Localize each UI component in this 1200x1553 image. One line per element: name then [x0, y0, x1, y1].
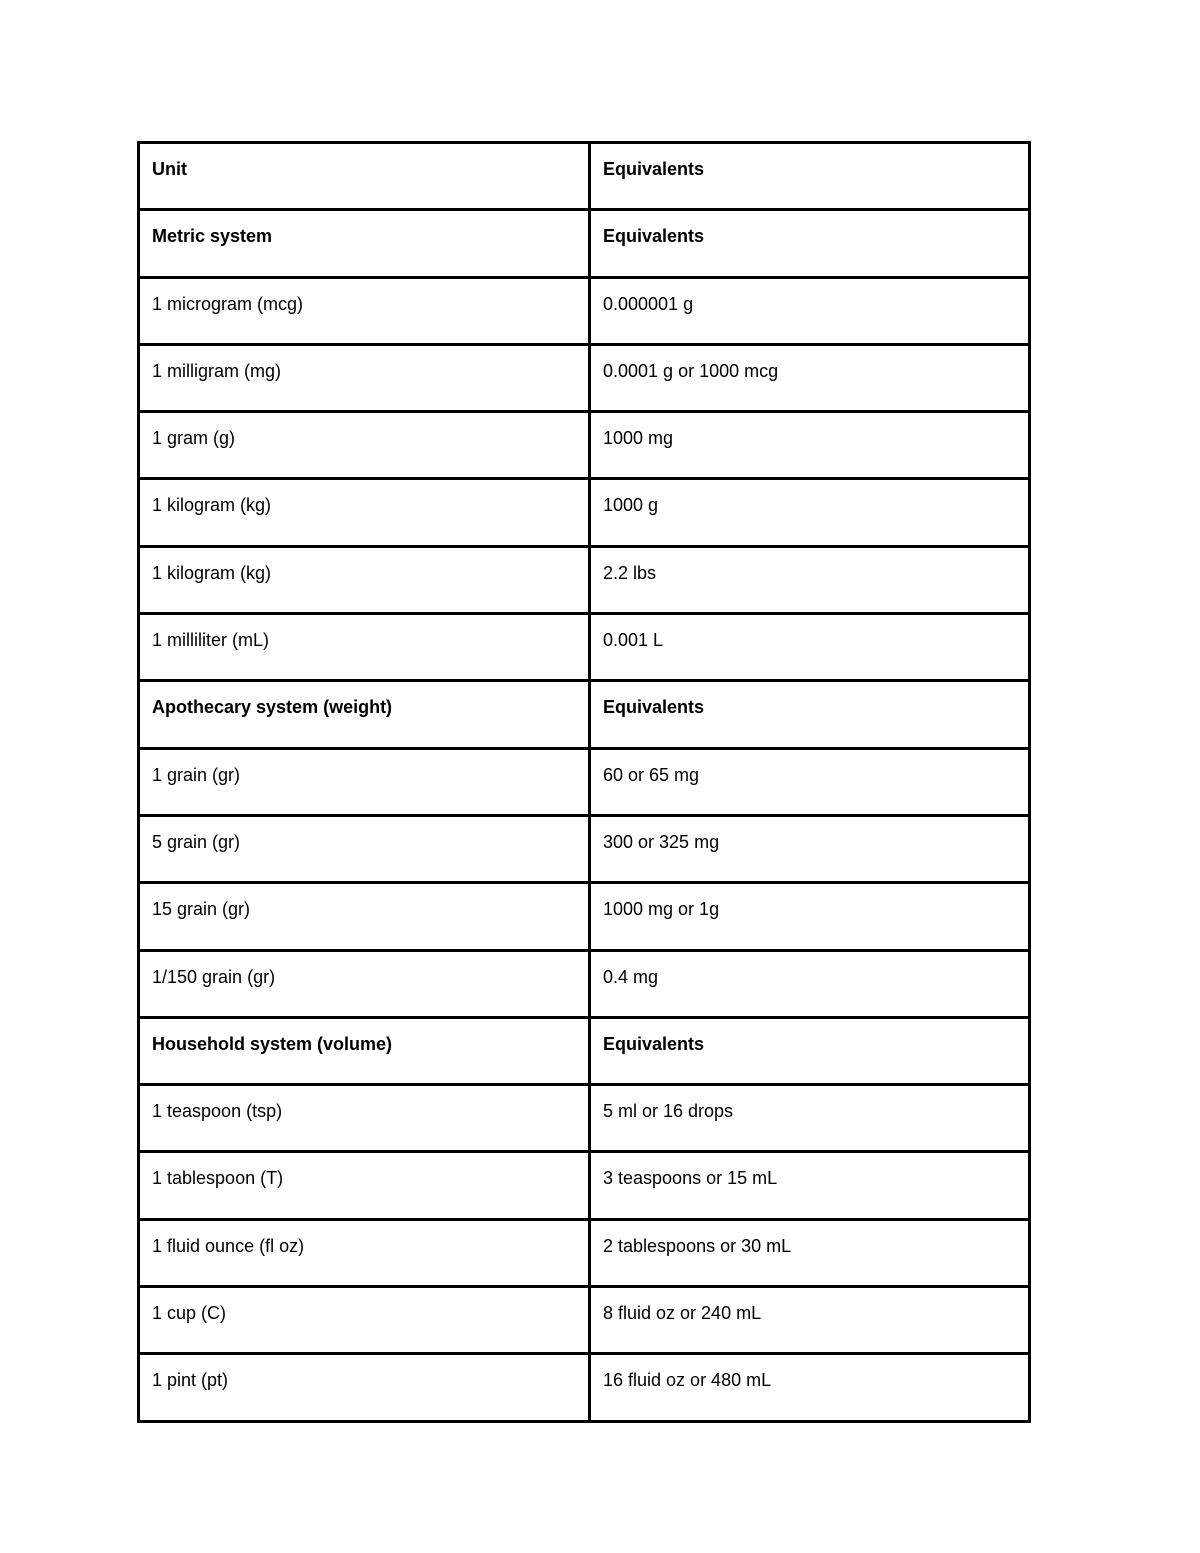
- table-row: [139, 1219, 1030, 1286]
- table-row: [139, 815, 1030, 882]
- unit-conversion-table: [137, 141, 1031, 1423]
- unit-cell: 1 gram (g): [139, 412, 590, 479]
- equivalent-cell: Equivalents: [590, 210, 1030, 277]
- unit-cell: 1 pint (pt): [139, 1354, 590, 1421]
- unit-cell: Unit: [139, 143, 590, 210]
- equivalent-cell: 300 or 325 mg: [590, 815, 1030, 882]
- equivalent-cell: 0.000001 g: [590, 277, 1030, 344]
- table-row: [139, 479, 1030, 546]
- equivalent-cell: 16 fluid oz or 480 mL: [590, 1354, 1030, 1421]
- table-section-header-row: [139, 210, 1030, 277]
- unit-cell: 1/150 grain (gr): [139, 950, 590, 1017]
- table-row: [139, 546, 1030, 613]
- unit-cell: 15 grain (gr): [139, 883, 590, 950]
- unit-cell: 1 milligram (mg): [139, 344, 590, 411]
- table-section-header-row: [139, 143, 1030, 210]
- equivalent-cell: 8 fluid oz or 240 mL: [590, 1287, 1030, 1354]
- table-section-header-row: [139, 681, 1030, 748]
- equivalent-cell: Equivalents: [590, 681, 1030, 748]
- unit-cell: 1 teaspoon (tsp): [139, 1085, 590, 1152]
- equivalent-cell: 5 ml or 16 drops: [590, 1085, 1030, 1152]
- table-row: [139, 748, 1030, 815]
- table-row: [139, 1152, 1030, 1219]
- equivalent-cell: 1000 mg or 1g: [590, 883, 1030, 950]
- table-section-header-row: [139, 1017, 1030, 1084]
- equivalent-cell: Equivalents: [590, 143, 1030, 210]
- table-row: [139, 277, 1030, 344]
- equivalent-cell: 60 or 65 mg: [590, 748, 1030, 815]
- table-body: [139, 143, 1030, 1422]
- unit-cell: 1 milliliter (mL): [139, 614, 590, 681]
- table-row: [139, 1085, 1030, 1152]
- unit-cell: 1 kilogram (kg): [139, 546, 590, 613]
- table-row: [139, 883, 1030, 950]
- unit-cell: 1 cup (C): [139, 1287, 590, 1354]
- unit-cell: 1 kilogram (kg): [139, 479, 590, 546]
- unit-cell: 5 grain (gr): [139, 815, 590, 882]
- equivalent-cell: 0.001 L: [590, 614, 1030, 681]
- equivalent-cell: Equivalents: [590, 1017, 1030, 1084]
- unit-cell: 1 microgram (mcg): [139, 277, 590, 344]
- table-row: [139, 614, 1030, 681]
- equivalent-cell: 1000 g: [590, 479, 1030, 546]
- unit-cell: 1 grain (gr): [139, 748, 590, 815]
- unit-cell: Metric system: [139, 210, 590, 277]
- unit-cell: 1 tablespoon (T): [139, 1152, 590, 1219]
- equivalent-cell: 3 teaspoons or 15 mL: [590, 1152, 1030, 1219]
- equivalent-cell: 0.0001 g or 1000 mcg: [590, 344, 1030, 411]
- table-row: [139, 1354, 1030, 1421]
- unit-cell: Apothecary system (weight): [139, 681, 590, 748]
- equivalent-cell: 2.2 lbs: [590, 546, 1030, 613]
- table-row: [139, 344, 1030, 411]
- equivalent-cell: 0.4 mg: [590, 950, 1030, 1017]
- table-row: [139, 950, 1030, 1017]
- table-row: [139, 1287, 1030, 1354]
- table-row: [139, 412, 1030, 479]
- unit-cell: Household system (volume): [139, 1017, 590, 1084]
- equivalent-cell: 1000 mg: [590, 412, 1030, 479]
- equivalent-cell: 2 tablespoons or 30 mL: [590, 1219, 1030, 1286]
- unit-cell: 1 fluid ounce (fl oz): [139, 1219, 590, 1286]
